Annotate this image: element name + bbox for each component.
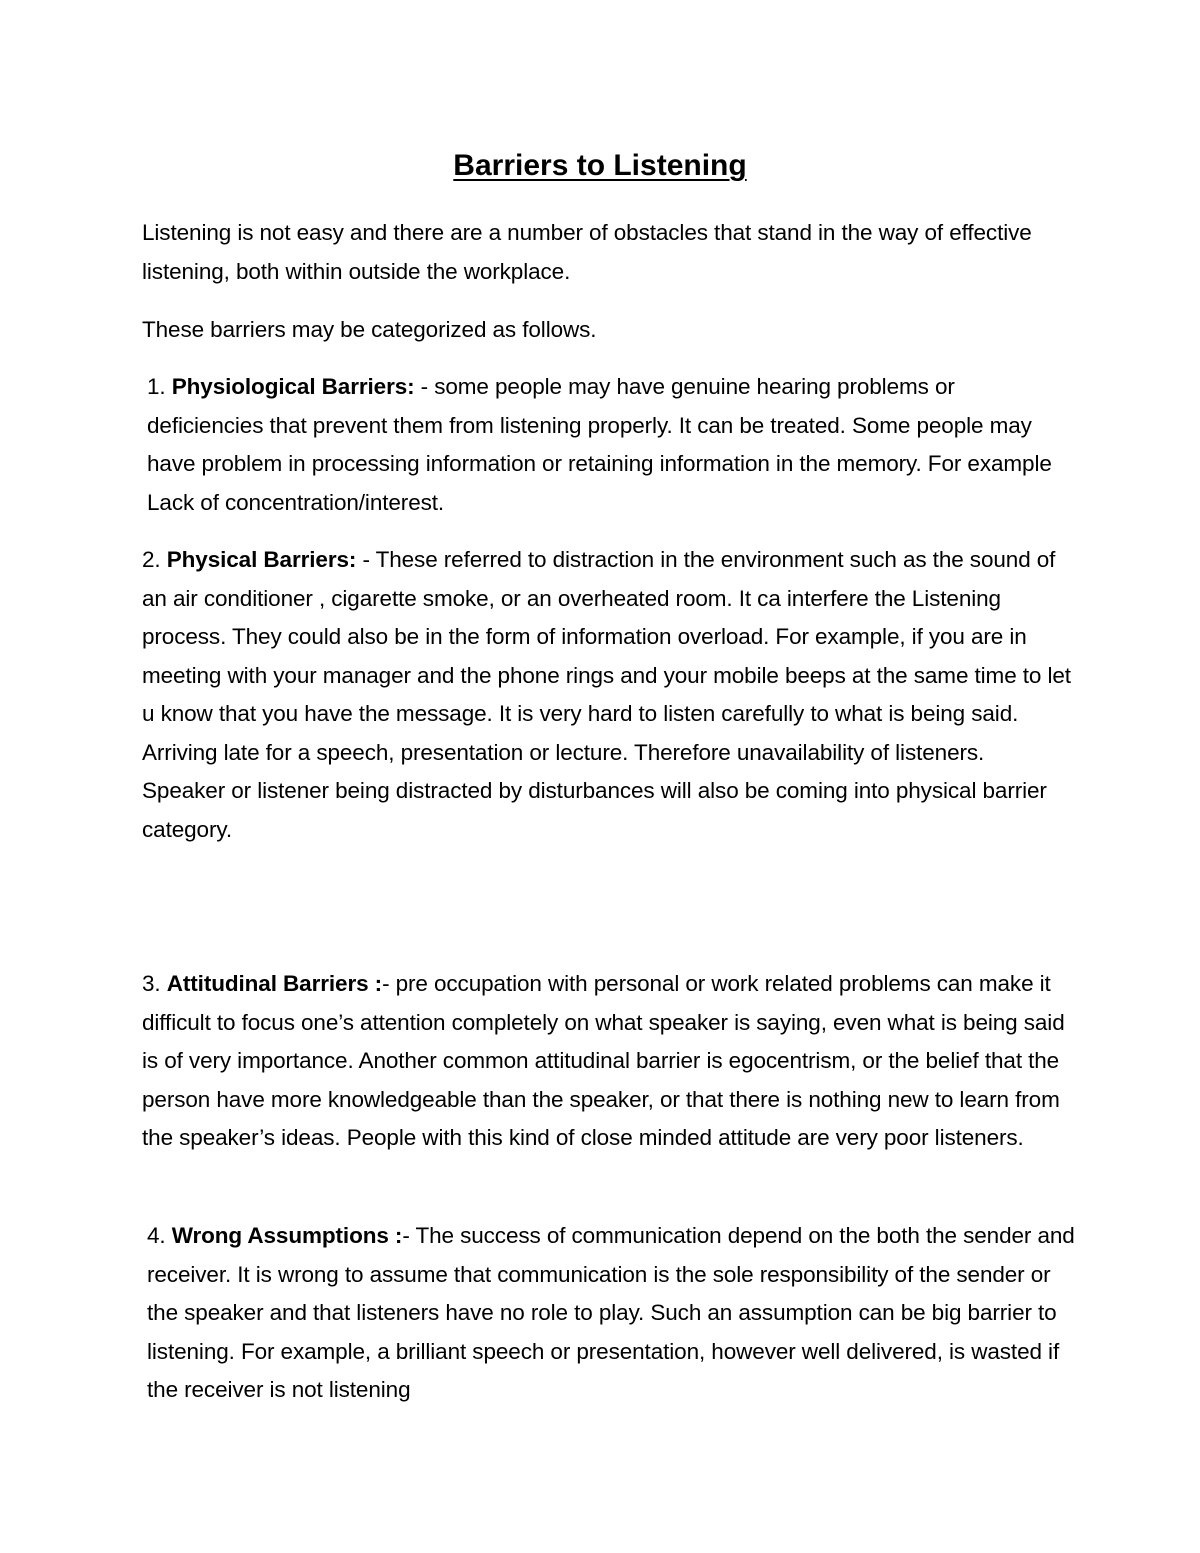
- categorize-paragraph: These barriers may be categorized as follows.: [142, 317, 597, 342]
- item-heading: Physiological Barriers:: [171, 374, 415, 399]
- item-text: - some people may have genuine hearing problems or deficiencies that prevent them from listening properly. It can be treated. Some people may have problem in processing information or retaining information in the memory. For example Lack of concentration/interest.: [147, 374, 1052, 515]
- page-title-text: Barriers to Listening: [453, 149, 747, 182]
- item-number: 2.: [142, 547, 161, 572]
- item-text: - These referred to distraction in the environment such as the sound of an air conditioner , cigarette smoke, or an overheated room. It ca interfere the Listening process. They could also be in the form of information overload. For example, if you are in meeting with your manager and the phone rings and your mobile beeps at the same time to let u know that you have the message. It is very hard to listen carefully to what is being said. Arriving late for a speech, presentation or lecture. Therefore unavailability of listeners. Speaker or listener being distracted by disturbances will also be coming into physical barrier category.: [142, 547, 1071, 842]
- item-number: 1.: [147, 374, 166, 399]
- item-text: - The success of communication depend on the both the sender and receiver. It is wrong to assume that communication is the sole responsibility of the sender or the speaker and that listeners have no role to play. Such an assumption can be big barrier to listening. For example, a brilliant speech or presentation, however well delivered, is wasted if the receiver is not listening: [147, 1223, 1075, 1402]
- item-heading: Wrong Assumptions :: [171, 1223, 403, 1248]
- intro-paragraph: Listening is not easy and there are a number of obstacles that stand in the way of effective listening, both within outside the workplace.: [142, 220, 1032, 284]
- item-number: 3.: [142, 971, 161, 996]
- item-heading: Physical Barriers:: [166, 547, 357, 572]
- item-number: 4.: [147, 1223, 166, 1248]
- item-text: - pre occupation with personal or work related problems can make it difficult to focus one’s attention completely on what speaker is saying, even what is being said is of very importance. Another common attitudinal barrier is egocentrism, or the belief that the person have more knowledgeable than the speaker, or that there is nothing new to learn from the speaker’s ideas. People with this kind of close minded attitude are very poor listeners.: [142, 971, 1065, 1150]
- barrier-physical: [142, 541, 1072, 849]
- barrier-wrong-assumptions: [142, 1217, 1077, 1410]
- barrier-physiological: [142, 368, 1077, 522]
- barrier-attitudinal: [142, 965, 1072, 1158]
- item-heading: Attitudinal Barriers :: [166, 971, 383, 996]
- page-title: [0, 146, 1200, 186]
